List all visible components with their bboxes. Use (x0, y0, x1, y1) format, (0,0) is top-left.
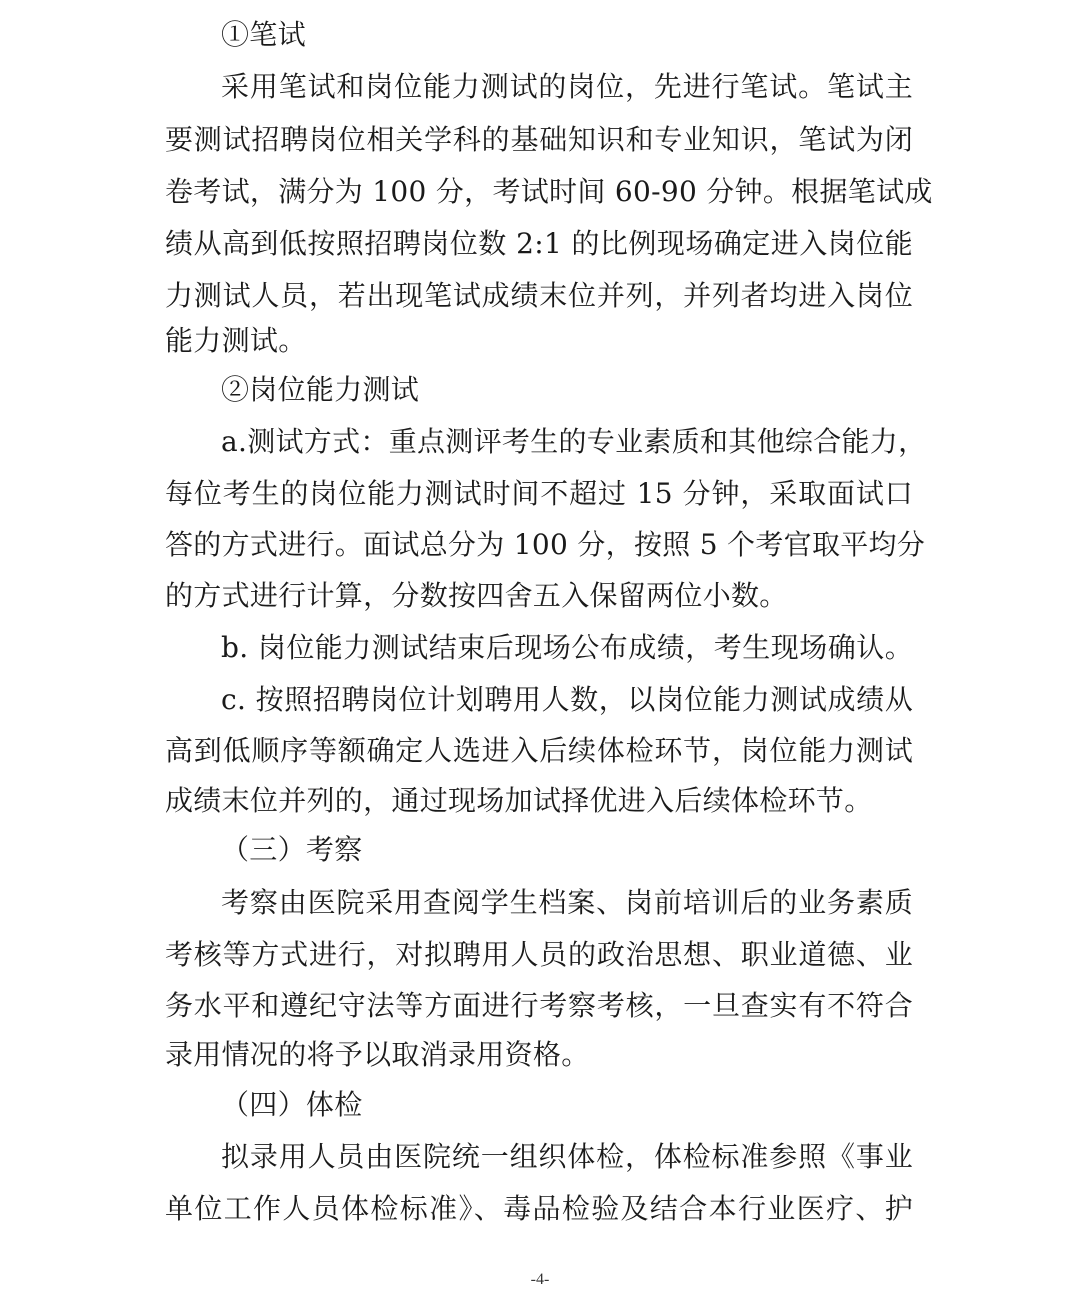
paragraph-line: 单位工作人员体检标准》、毒品检验及结合本行业医疗、护 (165, 1192, 913, 1225)
paragraph-line: 的方式进行计算，分数按四舍五入保留两位小数。 (165, 579, 788, 612)
paragraph-line: 成绩末位并列的，通过现场加试择优进入后续体检环节。 (165, 784, 873, 817)
paragraph-line: 录用情况的将予以取消录用资格。 (165, 1038, 590, 1071)
paragraph-line: a.测试方式：重点测评考生的专业素质和其他综合能力， (221, 425, 927, 458)
subsection-heading-written-exam: ①笔试 (221, 18, 306, 51)
paragraph-line: b. 岗位能力测试结束后现场公布成绩，考生现场确认。 (221, 631, 913, 664)
paragraph-line: 考察由医院采用查阅学生档案、岗前培训后的业务素质 (221, 886, 913, 919)
section-heading-medical-exam: （四）体检 (221, 1088, 363, 1121)
paragraph-line: 考核等方式进行，对拟聘用人员的政治思想、职业道德、业 (165, 938, 913, 971)
paragraph-line: 每位考生的岗位能力测试时间不超过 15 分钟，采取面试口 (165, 477, 913, 510)
paragraph-line: c. 按照招聘岗位计划聘用人数，以岗位能力测试成绩从 (221, 683, 913, 716)
paragraph-line: 能力测试。 (165, 324, 307, 357)
section-heading-inspection: （三）考察 (221, 833, 363, 866)
paragraph-line: 拟录用人员由医院统一组织体检，体检标准参照《事业 (221, 1140, 913, 1173)
paragraph-line: 高到低顺序等额确定人选进入后续体检环节，岗位能力测试 (165, 734, 913, 767)
subsection-heading-ability-test: ②岗位能力测试 (221, 373, 420, 406)
paragraph-line: 要测试招聘岗位相关学科的基础知识和专业知识，笔试为闭 (165, 123, 913, 156)
page-number: -4- (530, 1271, 550, 1288)
paragraph-line: 务水平和遵纪守法等方面进行考察考核，一旦查实有不符合 (165, 989, 913, 1022)
paragraph-line: 绩从高到低按照招聘岗位数 2:1 的比例现场确定进入岗位能 (165, 227, 913, 260)
paragraph-line: 采用笔试和岗位能力测试的岗位，先进行笔试。笔试主 (221, 70, 913, 103)
paragraph-line: 卷考试，满分为 100 分，考试时间 60-90 分钟。根据笔试成 (165, 175, 933, 208)
paragraph-line: 力测试人员，若出现笔试成绩末位并列，并列者均进入岗位 (165, 279, 913, 312)
paragraph-line: 答的方式进行。面试总分为 100 分，按照 5 个考官取平均分 (165, 528, 926, 561)
